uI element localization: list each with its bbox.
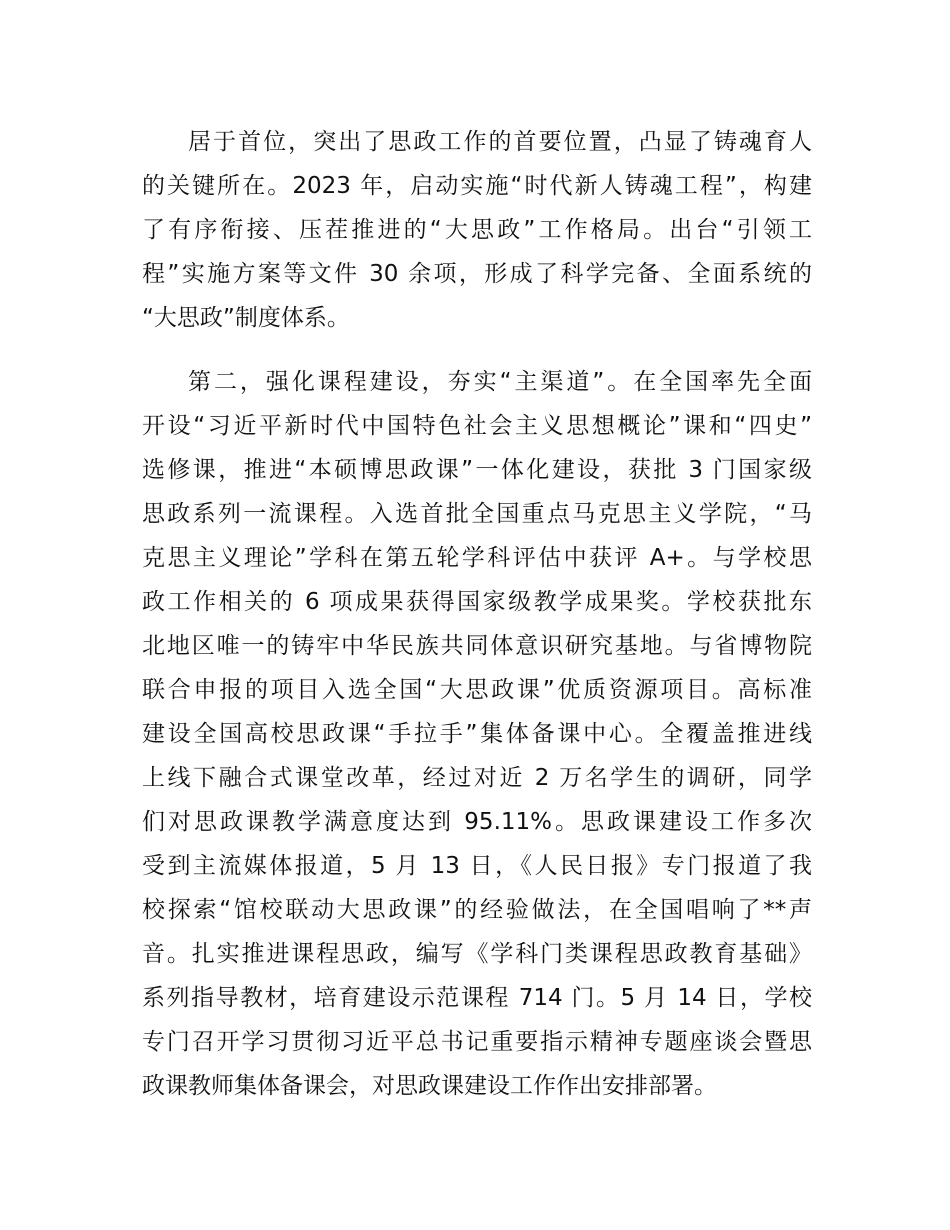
paragraph-2-line-2: 开设“习近平新时代中国特色社会主义思想概论”课和“四史” — [142, 413, 812, 439]
paragraph-2 — [142, 360, 812, 1108]
paragraph-2-line-10: 上线下融合式课堂改革，经过对近 2 万名学生的调研，同学 — [142, 765, 812, 791]
paragraph-2-line-13: 校探索“馆校联动大思政课”的经验做法，在全国唱响了**声 — [142, 897, 812, 923]
paragraph-2-line-16: 专门召开学习贯彻习近平总书记重要指示精神专题座谈会暨思 — [142, 1029, 812, 1055]
paragraph-2-line-12: 受到主流媒体报道，5 月 13 日，《人民日报》专门报道了我 — [142, 853, 812, 879]
paragraph-2-line-9: 建设全国高校思政课“手拉手”集体备课中心。全覆盖推进线 — [142, 721, 812, 747]
paragraph-2-line-15: 系列指导教材，培育建设示范课程 714 门。5 月 14 日，学校 — [142, 985, 812, 1011]
paragraph-1-line-5: “大思政”制度体系。 — [142, 305, 350, 331]
paragraph-2-line-1: 第二，强化课程建设，夯实“主渠道”。在全国率先全面 — [188, 369, 812, 395]
paragraph-spacer — [142, 340, 812, 360]
paragraph-2-line-14: 音。扎实推进课程思政，编写《学科门类课程思政教育基础》 — [142, 941, 812, 967]
paragraph-1-line-2: 的关键所在。2023 年，启动实施“时代新人铸魂工程”，构建 — [142, 173, 812, 199]
paragraph-2-line-8: 联合申报的项目入选全国“大思政课”优质资源项目。高标准 — [142, 677, 812, 703]
paragraph-1-line-4: 程”实施方案等文件 30 余项，形成了科学完备、全面系统的 — [142, 261, 812, 287]
paragraph-1 — [142, 120, 812, 340]
document-body — [142, 120, 812, 1108]
paragraph-1-line-3: 了有序衔接、压茬推进的“大思政”工作格局。出台“引领工 — [142, 217, 812, 243]
paragraph-2-line-5: 克思主义理论”学科在第五轮学科评估中获评 A+。与学校思 — [142, 545, 812, 571]
paragraph-1-line-1: 居于首位，突出了思政工作的首要位置，凸显了铸魂育人 — [188, 129, 812, 155]
paragraph-2-line-7: 北地区唯一的铸牢中华民族共同体意识研究基地。与省博物院 — [142, 633, 812, 659]
paragraph-2-line-6: 政工作相关的 6 项成果获得国家级教学成果奖。学校获批东 — [142, 589, 812, 615]
paragraph-2-line-3: 选修课，推进“本硕博思政课”一体化建设，获批 3 门国家级 — [142, 457, 812, 483]
paragraph-2-line-4: 思政系列一流课程。入选首批全国重点马克思主义学院，“马 — [142, 501, 812, 527]
paragraph-2-line-11: 们对思政课教学满意度达到 95.11%。思政课建设工作多次 — [142, 809, 812, 835]
paragraph-2-line-17: 政课教师集体备课会，对思政课建设工作作出安排部署。 — [142, 1073, 717, 1099]
